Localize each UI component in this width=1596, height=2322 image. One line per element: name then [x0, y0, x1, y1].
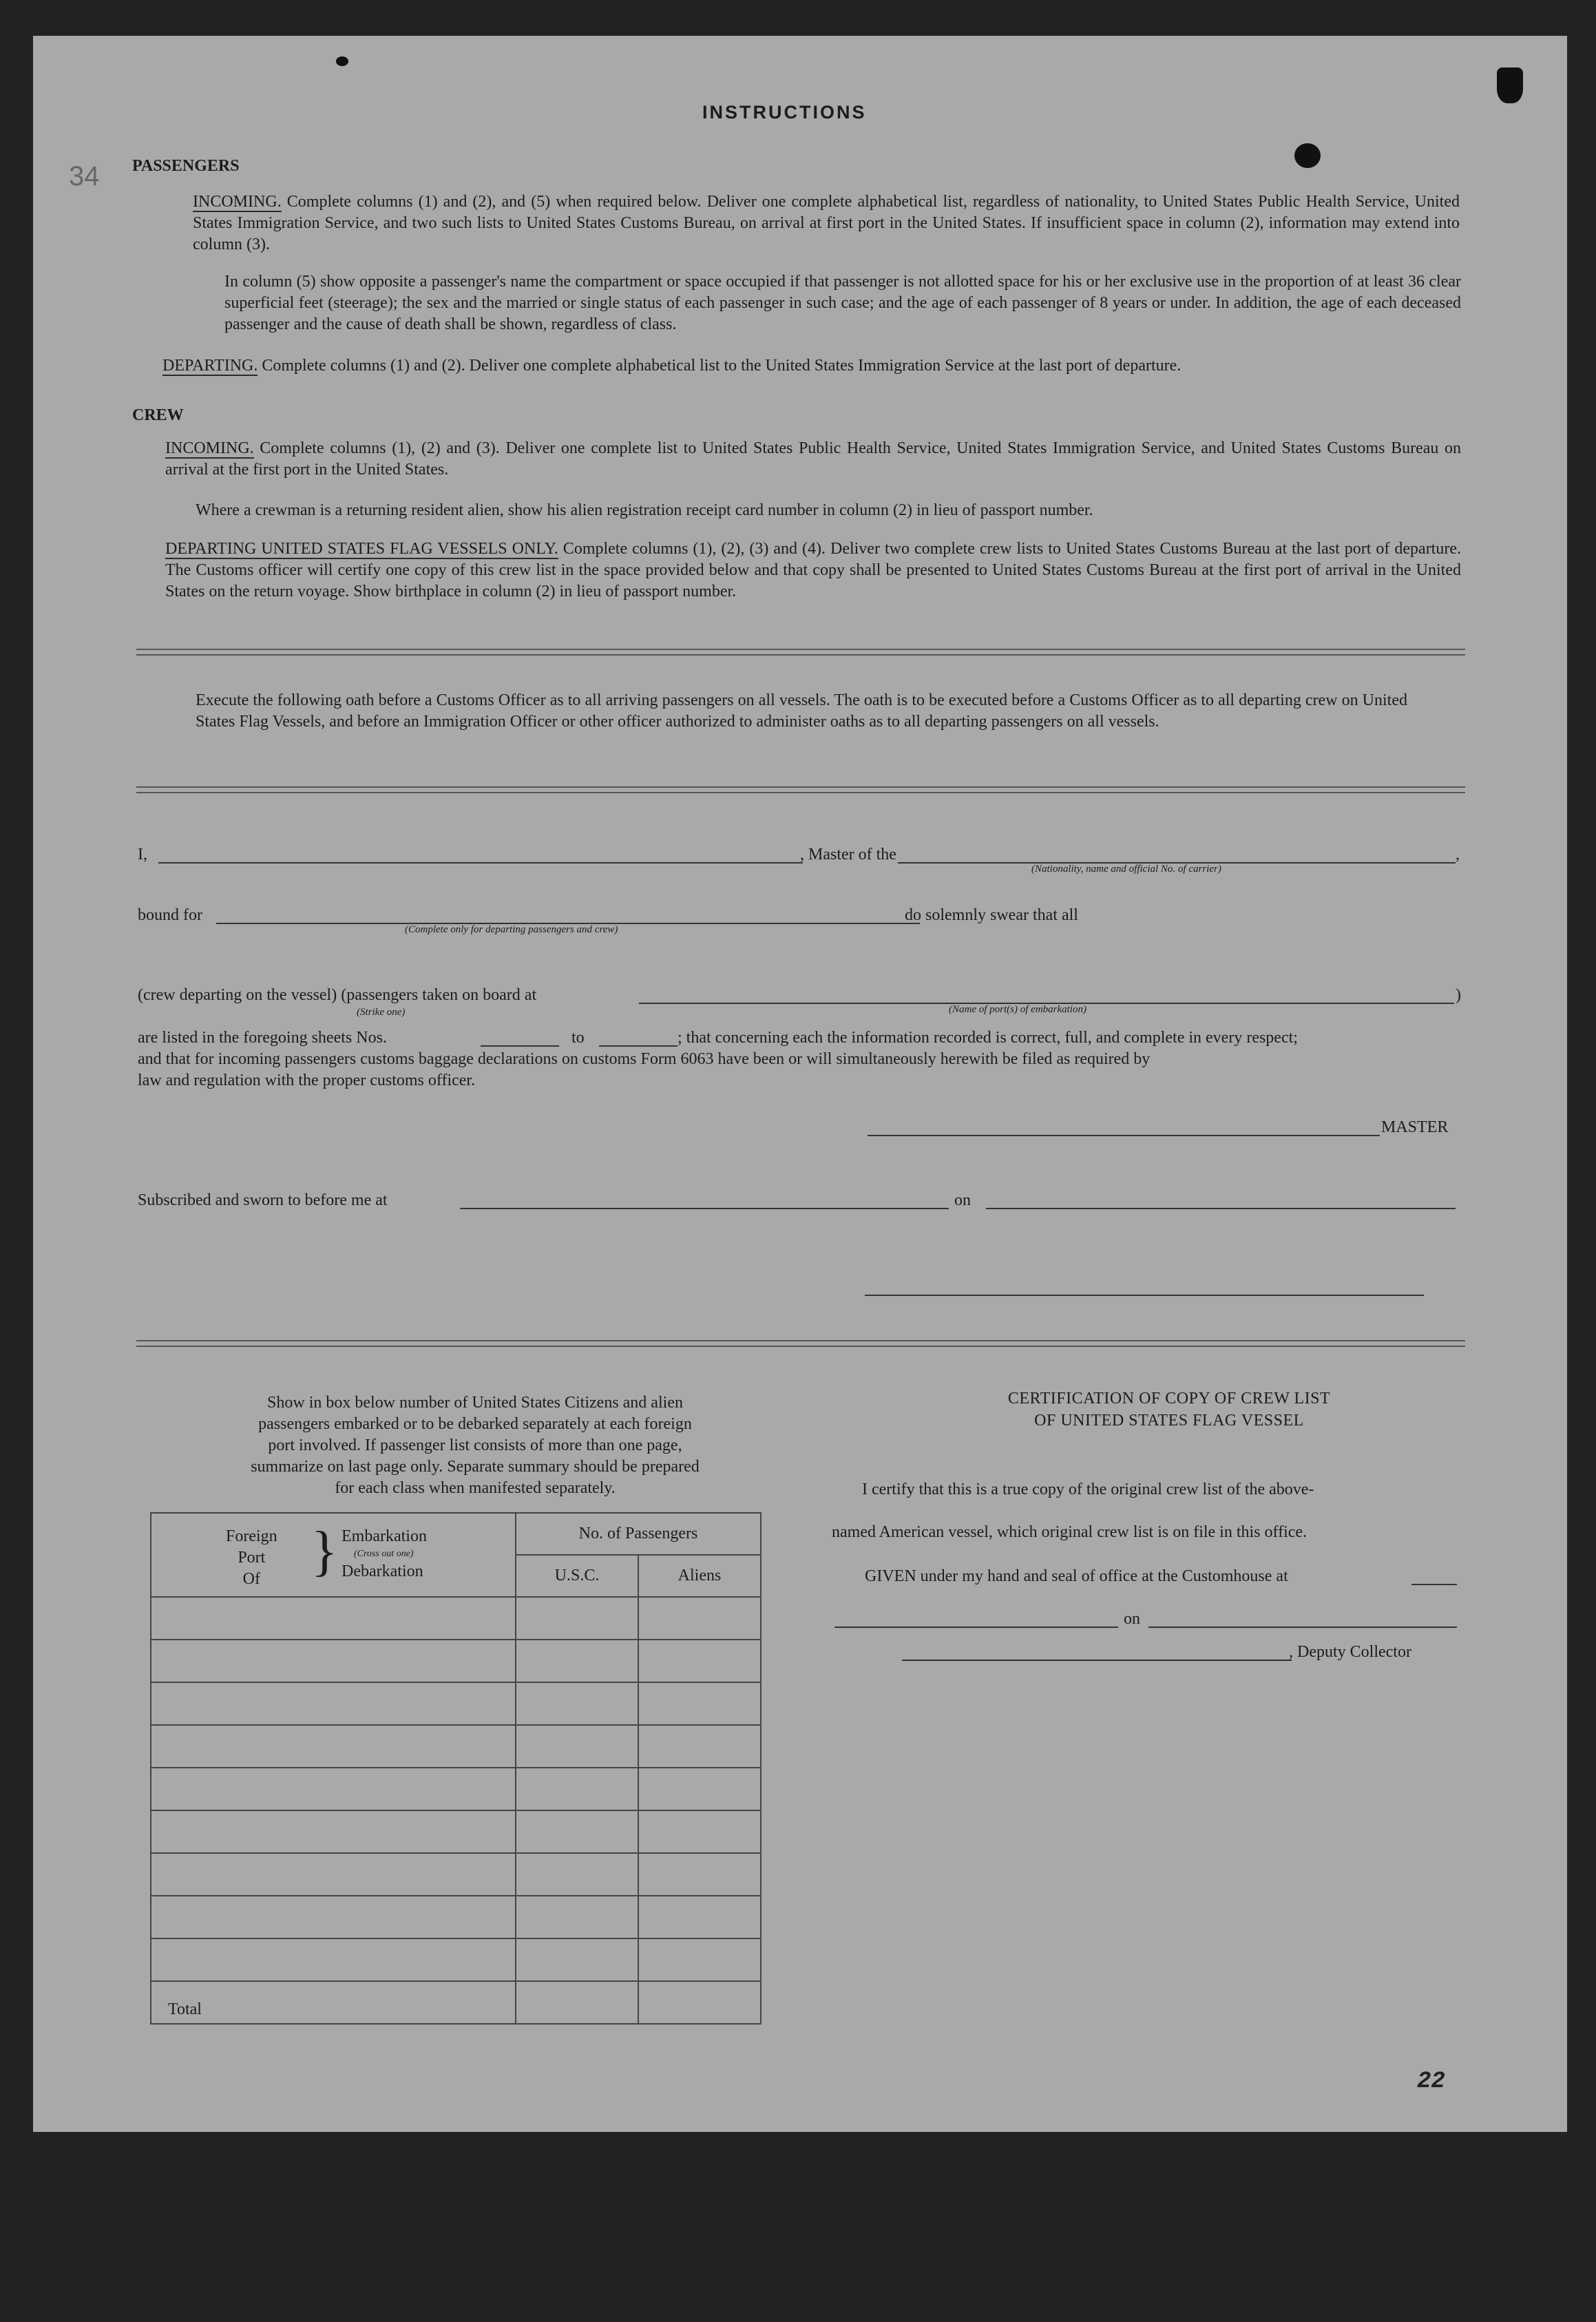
oath-subscribed: Subscribed and sworn to before me at	[138, 1191, 388, 1209]
port-header	[151, 1513, 516, 1597]
customhouse-field[interactable]	[1411, 1584, 1457, 1585]
passengers-incoming-instructions	[193, 191, 1460, 255]
col-embarkation: Embarkation	[342, 1527, 427, 1545]
cert-text-2: named American vessel, which original crew list is on file in this office.	[832, 1523, 1308, 1541]
usc-cell[interactable]	[516, 1810, 638, 1853]
ink-blot	[336, 56, 348, 66]
master-label: MASTER	[1381, 1118, 1449, 1136]
sheet-to-field[interactable]	[599, 1045, 678, 1047]
usc-cell[interactable]	[516, 1768, 638, 1810]
deputy-signature-field[interactable]	[902, 1660, 1292, 1661]
port-cell[interactable]	[151, 1597, 516, 1640]
aliens-cell[interactable]	[638, 1640, 761, 1682]
usc-cell[interactable]	[516, 1853, 638, 1896]
margin-note: 34	[69, 161, 100, 191]
passengers-departing-label: DEPARTING.	[162, 357, 258, 375]
col-usc: U.S.C.	[516, 1555, 638, 1597]
crew-incoming-instructions	[165, 438, 1461, 481]
port-cell[interactable]	[151, 1896, 516, 1938]
usc-total-cell[interactable]	[516, 1981, 638, 2024]
crew-flag-label: DEPARTING UNITED STATES FLAG VESSELS ONLY.	[165, 540, 558, 558]
sheet-from-field[interactable]	[481, 1045, 559, 1047]
oath-to: to	[571, 1029, 585, 1047]
crew-incoming-text: Complete columns (1), (2) and (3). Deliver one complete list to United States Public Health Service, United States Immigration Service, and United States Customs Bureau on arrival at the first port in the United States.	[165, 439, 1461, 479]
cert-title-2: OF UNITED STATES FLAG VESSEL	[1034, 1412, 1304, 1430]
divider-double	[136, 1340, 1465, 1347]
passengers-incoming-label: INCOMING.	[193, 193, 282, 211]
aliens-cell[interactable]	[638, 1682, 761, 1725]
port-cell[interactable]	[151, 1768, 516, 1810]
official-signature-field[interactable]	[865, 1295, 1424, 1296]
summary-line: port involved. If passenger list consists of more than one page,	[268, 1436, 682, 1454]
port-cell[interactable]	[151, 1853, 516, 1896]
oath-on: on	[954, 1191, 971, 1209]
sworn-place-field[interactable]	[460, 1208, 949, 1209]
aliens-cell[interactable]	[638, 1853, 761, 1896]
page-title: INSTRUCTIONS	[702, 102, 867, 123]
aliens-cell[interactable]	[638, 1725, 761, 1768]
usc-cell[interactable]	[516, 1896, 638, 1938]
summary-line: for each class when manifested separately.	[335, 1479, 616, 1497]
cert-deputy: , Deputy Collector	[1289, 1643, 1411, 1661]
oath-i-label: I,	[138, 846, 147, 864]
port-cell[interactable]	[151, 1810, 516, 1853]
passengers-heading: PASSENGERS	[132, 157, 240, 175]
cert-place-field[interactable]	[834, 1627, 1118, 1628]
cert-text-1: I certify that this is a true copy of the original crew list of the above-	[862, 1481, 1314, 1498]
stamp-number: 22	[1417, 2069, 1445, 2095]
cert-date-field[interactable]	[1148, 1627, 1457, 1628]
ink-blot	[1294, 143, 1321, 168]
usc-cell[interactable]	[516, 1682, 638, 1725]
brace-icon: }	[311, 1521, 338, 1582]
col-aliens: Aliens	[638, 1555, 761, 1597]
aliens-cell[interactable]	[638, 1896, 761, 1938]
oath-listed-line2: and that for incoming passengers customs baggage declarations on customs Form 6063 have been or will simultaneously herewith be filed as required by	[138, 1050, 1151, 1068]
usc-cell[interactable]	[516, 1597, 638, 1640]
port-cell[interactable]	[151, 1938, 516, 1981]
oath-listed-line3: law and regulation with the proper customs officer.	[138, 1071, 476, 1089]
total-label: Total	[151, 1981, 516, 2024]
cert-given: GIVEN under my hand and seal of office at the Customhouse at	[865, 1567, 1288, 1585]
port-cell[interactable]	[151, 1640, 516, 1682]
passengers-departing-text: Complete columns (1) and (2). Deliver one complete alphabetical list to the United States Immigration Service at the last port of departure.	[258, 357, 1182, 375]
summary-line: passengers embarked or to be debarked separately at each foreign	[258, 1415, 692, 1433]
bound-caption: (Complete only for departing passengers and crew)	[405, 924, 618, 935]
master-signature-field[interactable]	[868, 1135, 1380, 1136]
crew-heading: CREW	[132, 406, 184, 424]
crew-flag-text: Complete columns (1), (2), (3) and (4). Deliver two complete crew lists to United States Customs Bureau at the last port of departure. The Customs officer will certify one copy of this crew list in the space provided below and that copy shall be presented to United States Customs Bureau at the first port of arrival in the United States on the return voyage. Show birthplace in column (2) in lieu of passport number.	[165, 540, 1461, 600]
usc-cell[interactable]	[516, 1938, 638, 1981]
aliens-cell[interactable]	[638, 1938, 761, 1981]
oath-bound-for: bound for	[138, 906, 202, 924]
col-foreign: Foreign	[226, 1527, 277, 1545]
document-sheet	[33, 36, 1567, 2132]
oath-swear: do solemnly swear that all	[905, 906, 1078, 924]
port-cell[interactable]	[151, 1682, 516, 1725]
usc-cell[interactable]	[516, 1640, 638, 1682]
cert-title-1: CERTIFICATION OF COPY OF CREW LIST	[1007, 1390, 1331, 1408]
port-cell[interactable]	[151, 1725, 516, 1768]
summary-instructions	[186, 1392, 764, 1499]
oath-intro: Execute the following oath before a Customs Officer as to all arriving passengers on all vessels. The oath is to be executed before a Customs Officer as to all departing crew on United States Flag Vessels, and before an Immigration Officer or other officer authorized to administer oaths as to all departing passengers on all vessels.	[196, 691, 1407, 731]
aliens-cell[interactable]	[638, 1810, 761, 1853]
summary-line: Show in box below number of United States Citizens and alien	[267, 1394, 683, 1412]
col-port: Port	[238, 1549, 266, 1567]
divider-double	[136, 649, 1465, 656]
col-no-passengers: No. of Passengers	[516, 1513, 761, 1555]
master-name-field[interactable]	[158, 862, 803, 864]
passengers-departing-instructions	[162, 355, 1471, 377]
oath-listed-start: are listed in the foregoing sheets Nos.	[138, 1029, 387, 1047]
cert-on: on	[1124, 1610, 1140, 1628]
oath-crew-passengers: (crew departing on the vessel) (passengers taken on board at	[138, 986, 537, 1004]
sworn-date-field[interactable]	[986, 1208, 1456, 1209]
divider-double	[136, 786, 1465, 793]
col-of: Of	[242, 1570, 260, 1588]
carrier-caption: (Nationality, name and official No. of carrier)	[1031, 864, 1221, 875]
close-paren: )	[1456, 986, 1461, 1004]
usc-cell[interactable]	[516, 1725, 638, 1768]
crew-flag-vessel-instructions	[165, 538, 1461, 603]
col-debarkation: Debarkation	[342, 1562, 423, 1580]
oath-listed-rest: ; that concerning each the information recorded is correct, full, and complete in every respect;	[678, 1029, 1298, 1047]
col-cross-out: (Cross out one)	[354, 1549, 414, 1559]
passenger-summary-table	[150, 1512, 762, 2025]
oath-master-of: , Master of the	[800, 846, 896, 864]
passengers-column5-instructions: In column (5) show opposite a passenger's name the compartment or space occupied if that passenger is not allotted space for his or her exclusive use in the proportion of at least 36 clear superficial feet (steerage); the sex and the married or single status of each passenger in such case; and the age of each passenger of 8 years or under. In addition, the age of each deceased passenger and the cause of death shall be shown, regardless of class.	[224, 273, 1461, 333]
passengers-incoming-text: Complete columns (1) and (2), and (5) when required below. Deliver one complete alphabetical list, regardless of nationality, to United States Public Health Service, United States Immigration Service, and two such lists to United States Customs Bureau, on arrival at first port in the United States. If insufficient space in column (2), information may extend into column (3).	[193, 193, 1460, 253]
embark-caption: (Name of port(s) of embarkation)	[949, 1004, 1086, 1015]
crew-alien-instructions: Where a crewman is a returning resident alien, show his alien registration receipt card number in column (2) in lieu of passport number.	[196, 501, 1093, 519]
summary-line: summarize on last page only. Separate summary should be prepared	[251, 1458, 700, 1476]
aliens-cell[interactable]	[638, 1768, 761, 1810]
aliens-cell[interactable]	[638, 1597, 761, 1640]
strike-one-caption: (Strike one)	[357, 1007, 406, 1018]
crew-incoming-label: INCOMING.	[165, 439, 254, 457]
aliens-total-cell[interactable]	[638, 1981, 761, 2024]
comma: ,	[1456, 846, 1460, 864]
ink-blot	[1497, 67, 1523, 103]
